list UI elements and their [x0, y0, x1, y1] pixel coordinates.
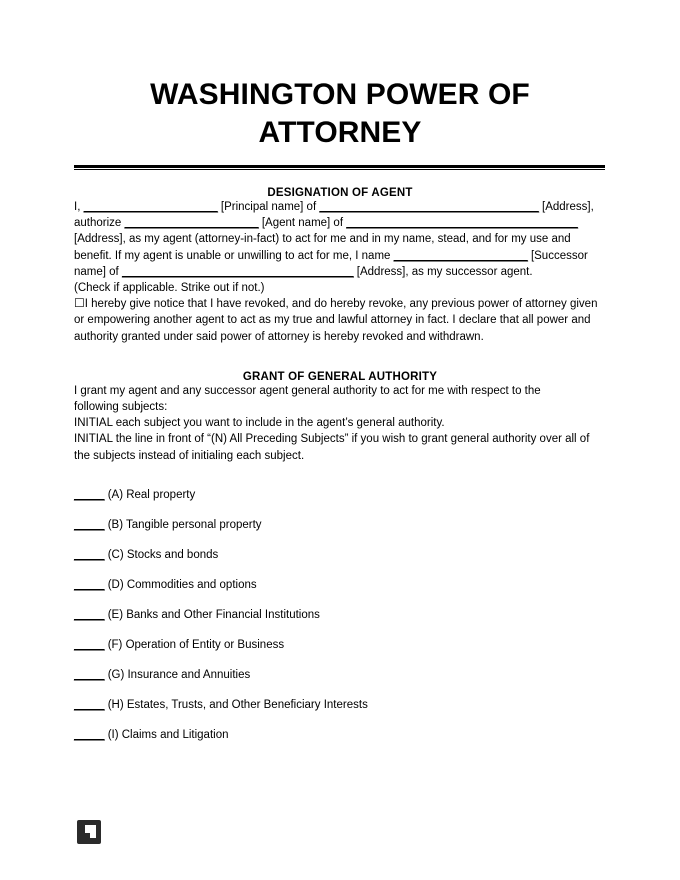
grant-intro-paragraph: I grant my agent and any successor agent general authority to act for me with respect to the following subjects: — [74, 384, 541, 414]
subject-label: (G) Insurance and Annuities — [107, 668, 251, 681]
successor-address-blank[interactable]: ______________________________________ — [121, 265, 354, 278]
revocation-checkbox[interactable]: ☐ — [74, 296, 85, 311]
subject-list — [74, 487, 606, 743]
list-item — [74, 577, 606, 593]
agent-authority-text: [Address], as my agent (attorney-in-fact) to act for me and in my name, stead, and for my use and benefit. If my agent is unable or unwilling to act for me, I name — [74, 233, 571, 262]
list-item — [74, 667, 606, 683]
subject-label: (H) Estates, Trusts, and Other Beneficiary Interests — [107, 698, 368, 711]
subject-initial-blank[interactable]: _____ — [74, 518, 105, 531]
check-instruction: (Check if applicable. Strike out if not.) — [74, 282, 265, 295]
principal-intro-text: I, — [74, 201, 81, 213]
agent-name-label: [Agent name] of — [261, 217, 344, 230]
agent-name-blank[interactable]: ______________________ — [124, 217, 259, 230]
designation-paragraph — [74, 199, 598, 280]
successor-agent-text: [Address], as my successor agent. — [356, 265, 533, 278]
initial-instruction-one: INITIAL each subject you want to include in the agent’s general authority. — [74, 417, 445, 430]
list-item — [74, 487, 606, 503]
subject-label: (C) Stocks and bonds — [107, 548, 219, 561]
subject-initial-blank[interactable]: _____ — [74, 608, 105, 621]
section-heading-designation-of-agent: DESIGNATION OF AGENT — [267, 187, 413, 199]
list-item — [74, 607, 606, 623]
title-divider — [74, 165, 605, 170]
subject-label: (D) Commodities and options — [107, 578, 257, 591]
subject-initial-blank[interactable]: _____ — [74, 728, 105, 741]
list-item — [74, 517, 606, 533]
subject-initial-blank[interactable]: _____ — [74, 698, 105, 711]
principal-name-label: [Principal name] of — [220, 201, 317, 213]
logo-notch-right — [90, 825, 96, 838]
subject-label: (I) Claims and Litigation — [107, 728, 229, 741]
subject-initial-blank[interactable]: _____ — [74, 578, 105, 591]
subject-initial-blank[interactable]: _____ — [74, 668, 105, 681]
agent-address-blank[interactable]: ______________________________________ — [346, 217, 578, 230]
subject-label: (F) Operation of Entity or Business — [107, 638, 285, 651]
revocation-text: I hereby give notice that I have revoked, and do hereby revoke, any previous power of attorney given or empowering another agent to act as my true and lawful attorney in fact. I declare that all power and authority granted under said power of attorney is hereby revoked and withdrawn. — [74, 298, 598, 343]
list-item — [74, 727, 606, 743]
revocation-paragraph — [74, 296, 602, 345]
brand-logo-icon — [77, 820, 101, 844]
successor-name-blank[interactable]: ______________________ — [393, 249, 528, 262]
principal-address-blank[interactable]: ____________________________________ — [319, 201, 539, 213]
subject-initial-blank[interactable]: _____ — [74, 638, 105, 651]
principal-name-blank[interactable]: ______________________ — [83, 201, 218, 213]
subject-label: (B) Tangible personal property — [107, 518, 262, 531]
subject-label: (A) Real property — [107, 488, 196, 501]
subject-initial-blank[interactable]: _____ — [74, 488, 105, 501]
list-item — [74, 697, 606, 713]
list-item — [74, 547, 606, 563]
page-title: WASHINGTON POWER OF ATTORNEY — [150, 78, 530, 149]
section-heading-grant-of-general-authority: GRANT OF GENERAL AUTHORITY — [242, 370, 438, 383]
list-item — [74, 637, 606, 653]
initial-instruction-two: INITIAL the line in front of “(N) All Preceding Subjects” if you wish to grant general authority over all of the subjects instead of initialing each subject. — [74, 433, 590, 462]
subject-initial-blank[interactable]: _____ — [74, 548, 105, 561]
subject-label: (E) Banks and Other Financial Institutions — [107, 608, 320, 621]
successor-name-label: [Successor name] of — [74, 249, 588, 278]
authorize-text: [Address], authorize — [74, 201, 594, 230]
